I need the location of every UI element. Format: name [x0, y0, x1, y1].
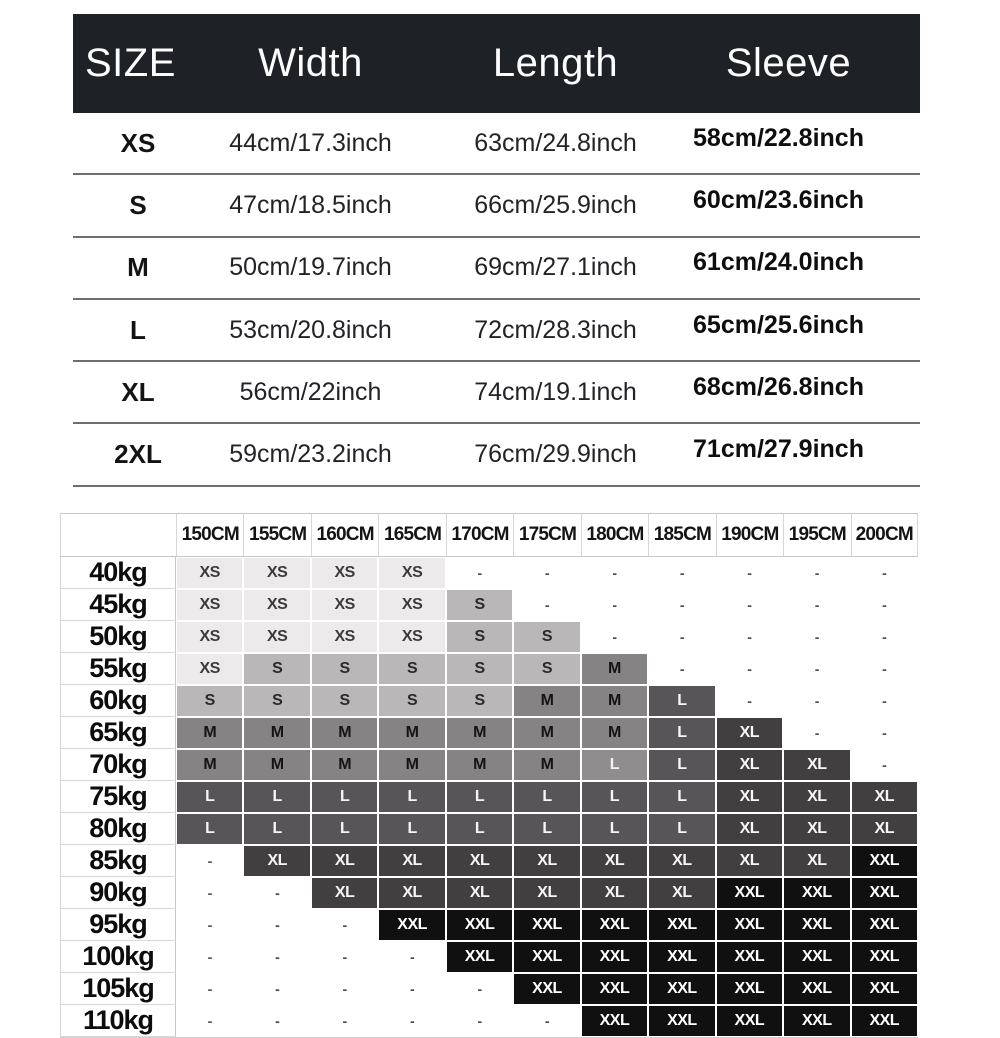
matrix-size-cell: M: [513, 717, 580, 749]
length-value-cell: 74cm/19.1inch: [474, 377, 637, 406]
matrix-size-cell: XL: [648, 845, 715, 877]
matrix-size-cell: M: [378, 749, 445, 781]
matrix-empty-cell: -: [176, 973, 243, 1005]
matrix-empty-cell: -: [783, 653, 850, 685]
matrix-empty-cell: -: [851, 589, 918, 621]
weight-row-header: 55kg: [60, 653, 176, 685]
matrix-size-cell: XL: [311, 877, 378, 909]
matrix-size-cell: XXL: [581, 941, 648, 973]
weight-row-header: 40kg: [60, 557, 176, 589]
matrix-size-cell: S: [446, 621, 513, 653]
matrix-size-cell: M: [176, 749, 243, 781]
matrix-empty-cell: -: [851, 685, 918, 717]
matrix-size-cell: XXL: [716, 909, 783, 941]
width-value-cell: 44cm/17.3inch: [229, 128, 392, 157]
matrix-size-cell: XL: [783, 749, 850, 781]
weight-row-header: 105kg: [60, 973, 176, 1005]
height-column-header: 160CM: [311, 513, 378, 557]
matrix-size-cell: XL: [513, 845, 580, 877]
matrix-empty-cell: -: [783, 557, 850, 589]
width-value-cell: 56cm/22inch: [239, 377, 382, 406]
matrix-empty-cell: -: [176, 845, 243, 877]
matrix-size-cell: S: [311, 685, 378, 717]
height-column-header: 165CM: [378, 513, 445, 557]
matrix-size-cell: S: [513, 621, 580, 653]
matrix-size-cell: XXL: [446, 941, 513, 973]
matrix-empty-cell: -: [311, 941, 378, 973]
height-column-header: 175CM: [513, 513, 580, 557]
matrix-empty-cell: -: [176, 941, 243, 973]
matrix-size-cell: S: [243, 653, 310, 685]
matrix-empty-cell: -: [648, 557, 715, 589]
matrix-size-cell: XXL: [716, 973, 783, 1005]
matrix-size-cell: M: [446, 717, 513, 749]
size-label-cell: XS: [120, 127, 156, 158]
column-header-width: Width: [258, 41, 363, 85]
sleeve-value-cell: 71cm/27.9inch: [693, 435, 864, 464]
matrix-size-cell: XXL: [851, 973, 918, 1005]
matrix-size-cell: M: [513, 749, 580, 781]
matrix-empty-cell: -: [243, 973, 310, 1005]
matrix-empty-cell: -: [243, 1005, 310, 1037]
matrix-size-cell: XS: [311, 557, 378, 589]
matrix-row: [60, 781, 918, 813]
column-header-sleeve: Sleeve: [725, 41, 852, 85]
matrix-empty-cell: -: [378, 941, 445, 973]
matrix-size-cell: L: [176, 781, 243, 813]
matrix-size-cell: L: [311, 781, 378, 813]
matrix-empty-cell: -: [311, 973, 378, 1005]
matrix-size-cell: XL: [446, 845, 513, 877]
column-header-size: SIZE: [85, 41, 176, 85]
height-column-header: 195CM: [783, 513, 850, 557]
height-column-header: 155CM: [243, 513, 310, 557]
matrix-size-cell: S: [176, 685, 243, 717]
matrix-empty-cell: -: [243, 877, 310, 909]
matrix-size-cell: XXL: [716, 877, 783, 909]
matrix-empty-cell: -: [716, 621, 783, 653]
matrix-size-cell: XXL: [648, 973, 715, 1005]
matrix-size-cell: XS: [176, 557, 243, 589]
matrix-empty-cell: -: [783, 621, 850, 653]
matrix-row: [60, 845, 918, 877]
matrix-empty-cell: -: [851, 653, 918, 685]
matrix-size-cell: XXL: [513, 973, 580, 1005]
matrix-size-cell: L: [648, 685, 715, 717]
matrix-row: [60, 685, 918, 717]
height-column-header: 200CM: [851, 513, 918, 557]
matrix-size-cell: XXL: [783, 877, 850, 909]
matrix-size-cell: XL: [311, 845, 378, 877]
size-recommendation-matrix: [60, 513, 918, 1038]
matrix-size-cell: L: [648, 813, 715, 845]
matrix-row: [60, 717, 918, 749]
matrix-empty-cell: -: [446, 1005, 513, 1037]
matrix-size-cell: M: [311, 749, 378, 781]
matrix-size-cell: XS: [378, 557, 445, 589]
matrix-size-cell: XXL: [851, 941, 918, 973]
matrix-empty-cell: -: [851, 557, 918, 589]
matrix-empty-cell: -: [716, 589, 783, 621]
matrix-size-cell: S: [378, 653, 445, 685]
matrix-body: [60, 557, 918, 1037]
measurement-rows: [73, 113, 920, 487]
matrix-size-cell: L: [446, 781, 513, 813]
matrix-empty-cell: -: [311, 1005, 378, 1037]
matrix-size-cell: M: [311, 717, 378, 749]
matrix-row: [60, 909, 918, 941]
matrix-empty-cell: -: [513, 557, 580, 589]
matrix-size-cell: L: [581, 749, 648, 781]
matrix-empty-cell: -: [581, 557, 648, 589]
matrix-size-cell: XL: [446, 877, 513, 909]
sleeve-value-cell: 68cm/26.8inch: [693, 372, 864, 401]
matrix-size-cell: XL: [716, 845, 783, 877]
matrix-row: [60, 557, 918, 589]
matrix-row: [60, 1005, 918, 1037]
matrix-size-cell: XS: [243, 557, 310, 589]
matrix-size-cell: XS: [243, 621, 310, 653]
matrix-size-cell: L: [378, 813, 445, 845]
matrix-size-cell: L: [243, 781, 310, 813]
matrix-size-cell: M: [243, 749, 310, 781]
matrix-empty-cell: -: [648, 621, 715, 653]
matrix-size-cell: XL: [851, 781, 918, 813]
matrix-size-cell: XS: [311, 589, 378, 621]
matrix-empty-cell: -: [783, 589, 850, 621]
size-label-cell: L: [130, 314, 146, 345]
matrix-size-cell: XL: [783, 781, 850, 813]
length-value-cell: 66cm/25.9inch: [474, 190, 637, 219]
matrix-size-cell: M: [176, 717, 243, 749]
matrix-empty-cell: -: [446, 973, 513, 1005]
matrix-empty-cell: -: [176, 1005, 243, 1037]
matrix-size-cell: XL: [783, 845, 850, 877]
matrix-size-cell: XL: [648, 877, 715, 909]
matrix-size-cell: XXL: [783, 973, 850, 1005]
matrix-row: [60, 941, 918, 973]
matrix-empty-cell: -: [378, 973, 445, 1005]
matrix-size-cell: M: [513, 685, 580, 717]
matrix-size-cell: XXL: [513, 909, 580, 941]
matrix-empty-cell: -: [243, 909, 310, 941]
matrix-size-cell: XS: [176, 589, 243, 621]
matrix-row: [60, 589, 918, 621]
weight-row-header: 65kg: [60, 717, 176, 749]
matrix-empty-cell: -: [311, 909, 378, 941]
matrix-empty-cell: -: [176, 877, 243, 909]
matrix-size-cell: XS: [176, 653, 243, 685]
matrix-empty-cell: -: [783, 685, 850, 717]
matrix-row: [60, 621, 918, 653]
height-column-header: 180CM: [581, 513, 648, 557]
matrix-size-cell: XXL: [851, 845, 918, 877]
measurement-table: [73, 14, 920, 487]
matrix-row: [60, 877, 918, 909]
matrix-size-cell: XL: [851, 813, 918, 845]
matrix-size-cell: XXL: [851, 909, 918, 941]
length-value-cell: 72cm/28.3inch: [474, 315, 637, 344]
measurement-row: [73, 175, 920, 237]
matrix-empty-cell: -: [581, 621, 648, 653]
matrix-size-cell: XL: [716, 781, 783, 813]
matrix-empty-cell: -: [851, 717, 918, 749]
length-value-cell: 76cm/29.9inch: [474, 440, 637, 469]
width-value-cell: 59cm/23.2inch: [229, 440, 392, 469]
matrix-size-cell: M: [581, 717, 648, 749]
matrix-size-cell: L: [311, 813, 378, 845]
matrix-size-cell: S: [311, 653, 378, 685]
matrix-size-cell: L: [243, 813, 310, 845]
height-column-header: 190CM: [716, 513, 783, 557]
matrix-size-cell: M: [378, 717, 445, 749]
weight-row-header: 85kg: [60, 845, 176, 877]
matrix-size-cell: L: [581, 813, 648, 845]
measurement-row: [73, 424, 920, 486]
sleeve-value-cell: 65cm/25.6inch: [693, 310, 864, 339]
matrix-empty-cell: -: [648, 589, 715, 621]
width-value-cell: 50cm/19.7inch: [229, 253, 392, 282]
matrix-size-cell: S: [378, 685, 445, 717]
matrix-empty-cell: -: [783, 717, 850, 749]
weight-row-header: 90kg: [60, 877, 176, 909]
size-label-cell: 2XL: [114, 439, 162, 470]
weight-row-header: 50kg: [60, 621, 176, 653]
matrix-size-cell: L: [648, 781, 715, 813]
matrix-empty-cell: -: [851, 749, 918, 781]
matrix-empty-cell: -: [378, 1005, 445, 1037]
matrix-empty-cell: -: [716, 653, 783, 685]
matrix-size-cell: S: [513, 653, 580, 685]
matrix-empty-cell: -: [581, 589, 648, 621]
matrix-size-cell: XXL: [378, 909, 445, 941]
matrix-size-cell: L: [446, 813, 513, 845]
weight-row-header: 60kg: [60, 685, 176, 717]
matrix-size-cell: XXL: [513, 941, 580, 973]
matrix-empty-cell: -: [716, 557, 783, 589]
matrix-size-cell: XXL: [716, 1005, 783, 1037]
weight-row-header: 100kg: [60, 941, 176, 973]
matrix-size-cell: S: [446, 653, 513, 685]
matrix-header-row: [60, 513, 918, 557]
measurement-row: [73, 362, 920, 424]
weight-row-header: 70kg: [60, 749, 176, 781]
size-matrix-table: [60, 513, 918, 1038]
matrix-size-cell: XXL: [648, 1005, 715, 1037]
matrix-size-cell: XL: [378, 845, 445, 877]
matrix-size-cell: XXL: [581, 1005, 648, 1037]
sleeve-value-cell: 61cm/24.0inch: [693, 248, 864, 277]
matrix-size-cell: XXL: [581, 973, 648, 1005]
matrix-size-cell: L: [581, 781, 648, 813]
matrix-empty-cell: -: [513, 589, 580, 621]
size-label-cell: S: [129, 189, 147, 220]
matrix-size-cell: XL: [378, 877, 445, 909]
matrix-empty-cell: -: [243, 941, 310, 973]
matrix-size-cell: M: [243, 717, 310, 749]
height-column-header: 185CM: [648, 513, 715, 557]
matrix-size-cell: XXL: [648, 909, 715, 941]
height-column-header: 150CM: [176, 513, 243, 557]
matrix-empty-cell: -: [716, 685, 783, 717]
matrix-size-cell: XS: [378, 589, 445, 621]
weight-row-header: 110kg: [60, 1005, 176, 1037]
matrix-row: [60, 973, 918, 1005]
measurement-row: [73, 238, 920, 300]
matrix-row: [60, 813, 918, 845]
matrix-size-cell: XL: [513, 877, 580, 909]
size-label-cell: M: [127, 252, 149, 283]
matrix-size-cell: XXL: [716, 941, 783, 973]
matrix-size-cell: XS: [176, 621, 243, 653]
matrix-size-cell: XL: [716, 717, 783, 749]
matrix-size-cell: XXL: [783, 909, 850, 941]
matrix-size-cell: XXL: [446, 909, 513, 941]
matrix-row: [60, 653, 918, 685]
sleeve-value-cell: 60cm/23.6inch: [693, 185, 864, 214]
matrix-row: [60, 749, 918, 781]
matrix-size-cell: XXL: [783, 1005, 850, 1037]
width-value-cell: 53cm/20.8inch: [229, 315, 392, 344]
matrix-size-cell: XXL: [851, 877, 918, 909]
matrix-corner-cell: [60, 513, 176, 557]
matrix-size-cell: L: [648, 717, 715, 749]
weight-row-header: 80kg: [60, 813, 176, 845]
matrix-size-cell: XL: [581, 877, 648, 909]
matrix-size-cell: XL: [243, 845, 310, 877]
measurement-row: [73, 300, 920, 362]
matrix-size-cell: M: [581, 685, 648, 717]
matrix-size-cell: XL: [581, 845, 648, 877]
measurement-header-bar: [73, 14, 920, 113]
matrix-size-cell: XXL: [648, 941, 715, 973]
matrix-size-cell: XXL: [851, 1005, 918, 1037]
size-label-cell: XL: [121, 376, 155, 407]
weight-row-header: 75kg: [60, 781, 176, 813]
weight-row-header: 45kg: [60, 589, 176, 621]
matrix-size-cell: L: [378, 781, 445, 813]
matrix-size-cell: XS: [378, 621, 445, 653]
matrix-size-cell: M: [581, 653, 648, 685]
matrix-size-cell: XL: [716, 813, 783, 845]
matrix-size-cell: XL: [783, 813, 850, 845]
weight-row-header: 95kg: [60, 909, 176, 941]
matrix-empty-cell: -: [176, 909, 243, 941]
matrix-size-cell: XXL: [783, 941, 850, 973]
matrix-size-cell: XS: [243, 589, 310, 621]
sleeve-value-cell: 58cm/22.8inch: [693, 123, 864, 152]
matrix-size-cell: L: [176, 813, 243, 845]
matrix-size-cell: S: [243, 685, 310, 717]
column-header-length: Length: [492, 41, 619, 85]
matrix-size-cell: XL: [716, 749, 783, 781]
matrix-empty-cell: -: [851, 621, 918, 653]
matrix-empty-cell: -: [446, 557, 513, 589]
matrix-empty-cell: -: [648, 653, 715, 685]
matrix-empty-cell: -: [513, 1005, 580, 1037]
measurement-row: [73, 113, 920, 175]
matrix-size-cell: XS: [311, 621, 378, 653]
height-column-header: 170CM: [446, 513, 513, 557]
matrix-size-cell: S: [446, 685, 513, 717]
matrix-size-cell: S: [446, 589, 513, 621]
matrix-size-cell: XXL: [581, 909, 648, 941]
length-value-cell: 69cm/27.1inch: [474, 253, 637, 282]
matrix-head: [60, 513, 918, 557]
width-value-cell: 47cm/18.5inch: [229, 190, 392, 219]
matrix-size-cell: L: [513, 781, 580, 813]
matrix-size-cell: M: [446, 749, 513, 781]
matrix-size-cell: L: [648, 749, 715, 781]
matrix-size-cell: L: [513, 813, 580, 845]
length-value-cell: 63cm/24.8inch: [474, 128, 637, 157]
